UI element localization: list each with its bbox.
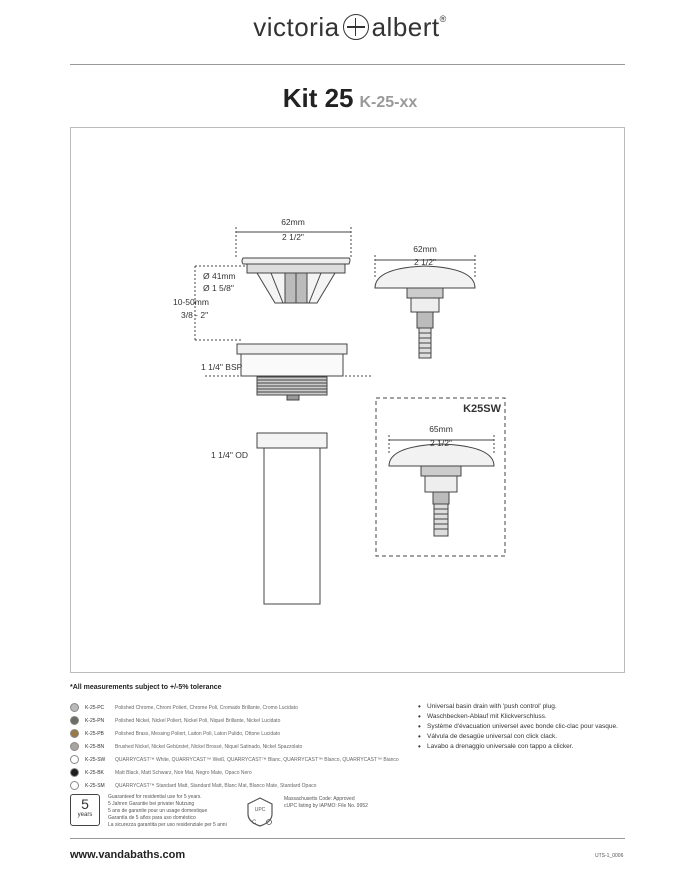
finish-code: K-25-SM <box>85 782 105 789</box>
dim-top-mm: 62mm <box>281 217 305 227</box>
feature-item: • Waschbecken-Ablauf mit Klickverschluss. <box>418 712 628 722</box>
finish-code: K-25-SW <box>85 756 106 763</box>
warranty-unit: years <box>77 812 93 818</box>
warranty-line: 5 Jahren Garantie bei privater Nutzung <box>108 801 195 807</box>
brand-left: victoria <box>253 12 340 42</box>
dim-sw-mm: 65mm <box>429 424 453 434</box>
dim-height-mm: 10-50mm <box>173 297 209 307</box>
finish-row <box>70 702 410 713</box>
dim-diam-in: Ø 1 5/8" <box>203 283 234 293</box>
website-link[interactable]: www.vandabaths.com <box>70 849 186 861</box>
feature-item: • Válvula de desagüe universal con click clack. <box>418 732 628 742</box>
finish-row <box>70 767 410 778</box>
tolerance-note: *All measurements subject to +/-5% tolerance <box>70 684 222 691</box>
finish-code: K-25-BK <box>85 769 104 776</box>
dim-right-in: 2 1/2" <box>414 257 436 267</box>
warranty-number: 5 <box>81 796 89 812</box>
feature-item: • Lavabo a drenaggio universale con tappo a clicker. <box>418 742 628 752</box>
plus-icon <box>343 14 369 40</box>
brand-logo <box>0 12 700 43</box>
dim-diam-mm: Ø 41mm <box>203 271 236 281</box>
cupc-logo-icon <box>244 796 276 828</box>
warranty-line: Garantía de 5 años para uso doméstico <box>108 815 196 821</box>
finish-desc: Brushed Nickel, Nickel Gebürstet, Nickel Brossé, Niquel Satinado, Nickel Spazzolato <box>115 743 303 750</box>
cert-line: cUPC listing by IAPMO: File No. 9952 <box>284 803 368 809</box>
cert-line: Massachusetts Code: Approved <box>284 796 355 802</box>
warranty-badge-icon <box>70 794 100 826</box>
svg-text:C: C <box>252 820 257 826</box>
dim-right-mm: 62mm <box>413 244 437 254</box>
warranty-line: Guaranteed for residential use for 5 years. <box>108 794 202 800</box>
dim-sw-in: 2 1/2" <box>430 438 452 448</box>
finish-desc: Polished Nickel, Nickel Poliert, Nickel Poli, Niquel Brillante, Nickel Lucidato <box>115 717 281 724</box>
warranty-text <box>108 794 227 829</box>
warranty-line: La sicurezza garantita per uso residenziale per 5 anni <box>108 822 227 828</box>
warranty-line: 5 ans de garantie pour un usage domestique <box>108 808 208 814</box>
swatch-dot <box>70 781 79 790</box>
cert-text <box>284 796 368 810</box>
title-main: Kit 25 <box>282 83 354 113</box>
swatch-dot <box>70 703 79 712</box>
svg-text:UPC: UPC <box>254 807 266 813</box>
swatch-dot <box>70 729 79 738</box>
finish-desc: QUARRYCAST™ White, QUARRYCAST™ Weiß, QUARRYCAST™ Blanc, QUARRYCAST™ Blanco, QUARRYCAST™ Bianco <box>115 756 399 763</box>
registered-mark: ® <box>439 14 447 24</box>
finish-row <box>70 741 410 752</box>
finish-row <box>70 780 410 791</box>
finish-code: K-25-BN <box>85 743 105 750</box>
document-ref: UTS-1_0006 <box>595 853 624 859</box>
feature-item: • Système d'évacuation universel avec bonde clic-clac pour vasque. <box>418 722 628 732</box>
finish-desc: QUARRYCAST™ Standard Matt, Standard Matt, Blanc Mat, Blanco Mate, Standard Opaco <box>115 782 317 789</box>
finish-row <box>70 715 410 726</box>
swatch-dot <box>70 768 79 777</box>
finish-code: K-25-PC <box>85 704 105 711</box>
finish-row <box>70 754 410 765</box>
swatch-dot <box>70 755 79 764</box>
title-code: K-25-xx <box>359 94 418 111</box>
feature-list <box>418 702 628 752</box>
dim-bsp: 1 1/4" BSP <box>201 362 243 372</box>
technical-drawing <box>70 127 625 673</box>
certification-block <box>244 796 368 828</box>
sw-label: K25SW <box>463 403 501 415</box>
bottom-divider <box>70 838 625 839</box>
dim-od: 1 1/4" OD <box>211 450 249 460</box>
page-title <box>0 83 700 114</box>
finish-desc: Polished Brass, Messing Poliert, Laiton Poli, Laton Pulido, Ottone Lucidato <box>115 730 281 737</box>
finish-list <box>70 702 410 793</box>
feature-item: • Universal basin drain with 'push control' plug. <box>418 702 628 712</box>
finish-desc: Polished Chrome, Chrom Poliert, Chrome Poli, Cromado Brillante, Cromo Lucidato <box>115 704 298 711</box>
dim-top-in: 2 1/2" <box>282 232 304 242</box>
top-divider <box>70 64 625 65</box>
finish-code: K-25-PN <box>85 717 105 724</box>
warranty-block <box>70 794 227 829</box>
finish-row <box>70 728 410 739</box>
dim-height-in: 3/8 - 2" <box>181 310 209 320</box>
finish-code: K-25-PB <box>85 730 104 737</box>
swatch-dot <box>70 716 79 725</box>
brand-right: albert <box>371 12 440 42</box>
swatch-dot <box>70 742 79 751</box>
finish-desc: Matt Black, Matt Schwarz, Noir Mat, Negro Mate, Opaco Nero <box>115 769 252 776</box>
